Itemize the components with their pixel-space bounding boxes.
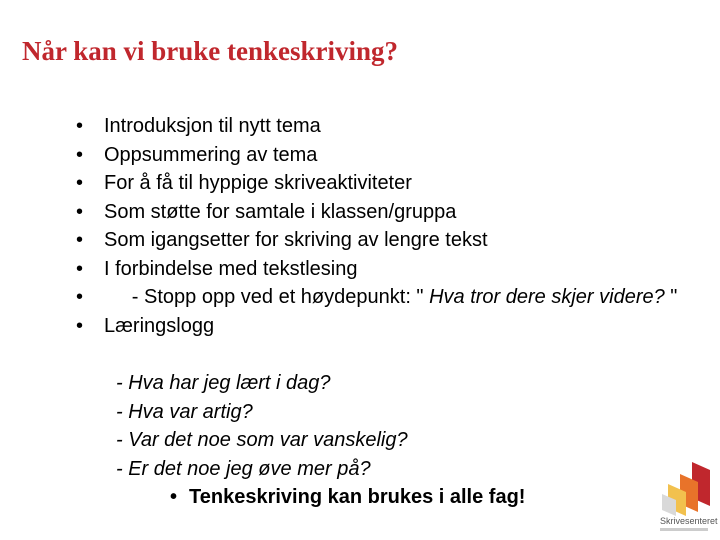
list-item: • Oppsummering av tema [76, 141, 696, 170]
page-title: Når kan vi bruke tenkeskriving? [22, 36, 399, 66]
bullet-icon: • [76, 143, 84, 166]
list-item: • Som igangsetter for skriving av lengre tekst [76, 226, 696, 255]
list-item: • For å få til hyppige skriveaktiviteter [76, 169, 696, 198]
question-item: - Hva har jeg lært i dag? [116, 372, 331, 394]
list-item: • I forbindelse med tekstlesing [76, 255, 696, 284]
question-item: - Hva var artig? [116, 400, 253, 423]
bullet-list [76, 112, 696, 340]
stopp-suffix: " [670, 286, 678, 308]
bullet-icon: • [170, 486, 178, 508]
bullet-icon: • [76, 314, 84, 337]
bullet-icon: • [76, 200, 84, 223]
question-item: - Var det noe som var vanskelig? [116, 429, 408, 451]
bullet-icon: • [76, 172, 84, 194]
conclusion-text: Tenkeskriving kan brukes i alle fag! [189, 486, 526, 508]
list-item-stopp [76, 283, 696, 312]
list-item-laeringslogg: • Læringslogg [76, 312, 696, 341]
bullet-icon: • [76, 115, 84, 137]
list-item: • Som støtte for samtale i klassen/gruppa [76, 198, 696, 227]
bullet-icon: • [76, 257, 84, 280]
logo-text: Skrivesenteret [660, 516, 718, 526]
stopp-prefix: - Stopp opp ved et høydepunkt: " [104, 286, 424, 308]
stopp-italic: Hva tror dere skjer videre? [423, 286, 671, 308]
logo-subtitle-line [660, 528, 708, 531]
question-item: - Er det noe jeg øve mer på? [116, 457, 371, 480]
bullet-icon: • [76, 286, 84, 308]
laeringslogg-questions [116, 369, 408, 483]
list-item: • Introduksjon til nytt tema [76, 112, 696, 141]
bullet-icon: • [76, 229, 84, 251]
conclusion-line [170, 483, 525, 511]
